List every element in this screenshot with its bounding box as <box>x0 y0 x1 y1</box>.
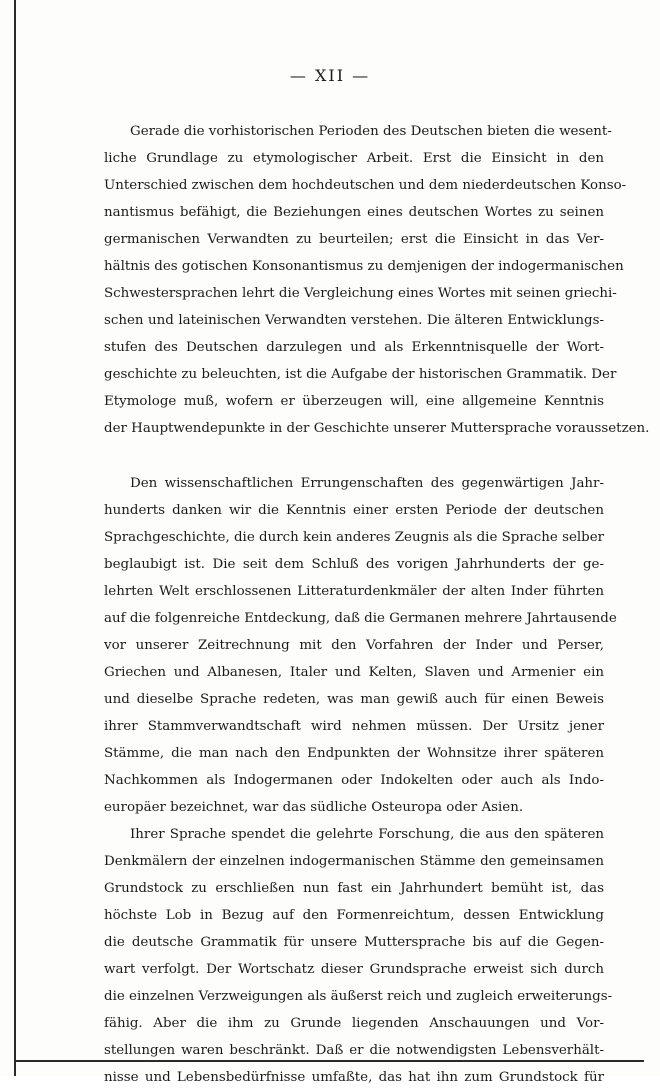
text-line: höchste Lob in Bezug auf den Formenreichtum, dessen Entwicklung <box>104 908 604 923</box>
text-line: vor unserer Zeitrechnung mit den Vorfahren der Inder und Perser, <box>104 638 604 653</box>
text-line: Sprachgeschichte, die durch kein anderes Zeugnis als die Sprache selber <box>104 530 605 545</box>
left-border-rule <box>14 0 16 1076</box>
text-line: die deutsche Grammatik für unsere Muttersprache bis auf die Gegen- <box>104 935 604 950</box>
text-line: Schwestersprachen lehrt die Vergleichung eines Wortes mit seinen griechi- <box>104 286 617 301</box>
text-line: Den wissenschaftlichen Errungenschaften des gegenwärtigen Jahr- <box>130 476 604 491</box>
text-line: lehrten Welt erschlossenen Litteraturdenkmäler der alten Inder führten <box>104 584 604 599</box>
text-line: der Hauptwendepunkte in der Geschichte unserer Muttersprache voraussetzen. <box>104 421 650 436</box>
text-line: wart verfolgt. Der Wortschatz dieser Grundsprache erweist sich durch <box>104 962 604 977</box>
text-line: Gerade die vorhistorischen Perioden des Deutschen bieten die wesent- <box>130 124 612 139</box>
paragraph-1 <box>104 118 650 442</box>
text-line: nisse und Lebensbedürfnisse umfaßte, das hat ihn zum Grundstock für <box>104 1070 604 1085</box>
text-line: Grundstock zu erschließen nun fast ein Jahrhundert bemüht ist, das <box>104 881 604 896</box>
text-line: hältnis des gotischen Konsonantismus zu demjenigen der indogermanischen <box>104 259 624 274</box>
text-line: Nachkommen als Indogermanen oder Indokelten oder auch als Indo- <box>104 773 604 788</box>
paragraph-2 <box>104 470 617 1091</box>
text-line: stufen des Deutschen darzulegen und als Erkenntnisquelle der Wort- <box>104 340 604 355</box>
text-line: Ihrer Sprache spendet die gelehrte Forschung, die aus den späteren <box>130 827 604 842</box>
text-line: geschichte zu beleuchten, ist die Aufgabe der historischen Grammatik. Der <box>104 367 617 382</box>
text-line: auf die folgenreiche Entdeckung, daß die Germanen mehrere Jahrtausende <box>104 611 617 626</box>
text-line: fähig. Aber die ihm zu Grunde liegenden Anschauungen und Vor- <box>104 1016 604 1031</box>
page-number: — XII — <box>289 66 371 85</box>
text-line: Griechen und Albanesen, Italer und Kelten, Slaven und Armenier ein <box>104 665 604 680</box>
text-line: Stämme, die man nach den Endpunkten der Wohnsitze ihrer späteren <box>104 746 604 761</box>
text-line: Unterschied zwischen dem hochdeutschen und dem niederdeutschen Konso- <box>104 178 627 193</box>
text-line: stellungen waren beschränkt. Daß er die notwendigsten Lebensverhält- <box>104 1043 604 1058</box>
text-line: europäer bezeichnet, war das südliche Osteuropa oder Asien. <box>104 800 524 815</box>
text-line: nantismus befähigt, die Beziehungen eines deutschen Wortes zu seinen <box>104 205 604 220</box>
text-line: schen und lateinischen Verwandten verstehen. Die älteren Entwicklungs- <box>104 313 604 328</box>
text-line: die einzelnen Verzweigungen als äußerst reich und zugleich erweiterungs- <box>104 989 613 1004</box>
text-line: liche Grundlage zu etymologischer Arbeit. Erst die Einsicht in den <box>104 151 604 166</box>
text-line: hunderts danken wir die Kenntnis einer ersten Periode der deutschen <box>104 503 604 518</box>
text-line: germanischen Verwandten zu beurteilen; erst die Einsicht in das Ver- <box>104 232 604 247</box>
text-line: Etymologe muß, wofern er überzeugen will, eine allgemeine Kenntnis <box>104 394 604 409</box>
text-line: Denkmälern der einzelnen indogermanischen Stämme den gemeinsamen <box>104 854 604 869</box>
text-line: ihrer Stammverwandtschaft wird nehmen müssen. Der Ursitz jener <box>104 719 604 734</box>
text-line: beglaubigt ist. Die seit dem Schluß des vorigen Jahrhunderts der ge- <box>104 557 604 572</box>
text-line: und dieselbe Sprache redeten, was man gewiß auch für einen Beweis <box>104 692 604 707</box>
